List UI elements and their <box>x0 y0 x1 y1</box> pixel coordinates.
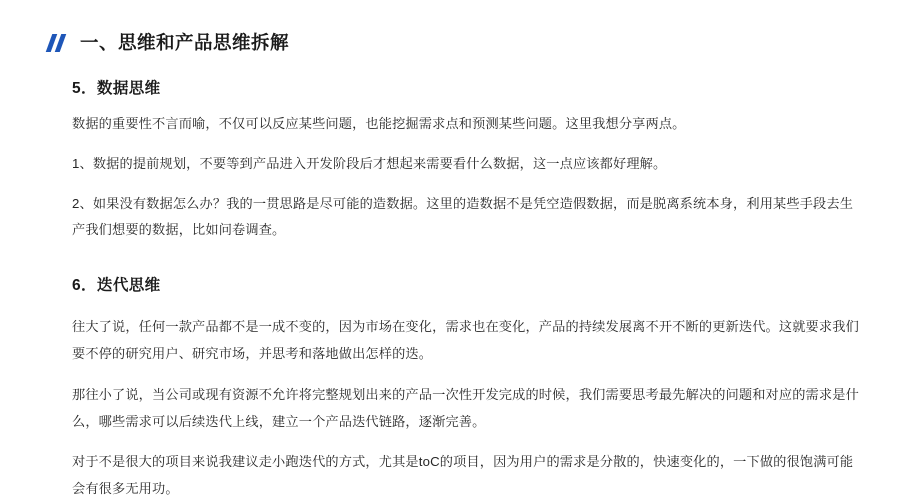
paragraph-list <box>72 111 860 243</box>
paragraph: 往大了说，任何一款产品都不是一成不变的，因为市场在变化，需求也在变化，产品的持续发展离不开不断的更新迭代。这就要求我们要不停的研究用户、研究市场，并思考和落地做出怎样的迭。 <box>72 319 859 362</box>
block-title: 5．数据思维 <box>72 80 161 98</box>
paragraph-list <box>72 313 860 502</box>
block-title: 6．迭代思维 <box>72 277 161 295</box>
paragraph: 那往小了说，当公司或现有资源不允许将完整规划出来的产品一次性开发完成的时候，我们需要思考最先解决的问题和对应的需求是什么，哪些需求可以后续迭代上线，建立一个产品迭代链路，逐渐完善。 <box>72 386 859 429</box>
content-block-data-thinking <box>46 76 860 243</box>
paragraph: 1、数据的提前规划，不要等到产品进入开发阶段后才想起来需要看什么数据，这一点应该都好理解。 <box>72 155 667 171</box>
section-heading <box>46 32 860 54</box>
content-block-iterative-thinking <box>46 273 860 502</box>
double-slash-icon <box>46 34 68 52</box>
page-title: 一、思维和产品思维拆解 <box>80 32 290 53</box>
paragraph: 数据的重要性不言而喻，不仅可以反应某些问题，也能挖掘需求点和预测某些问题。这里我想分享两点。 <box>72 116 686 132</box>
paragraph: 2、如果没有数据怎么办？我的一贯思路是尽可能的造数据。这里的造数据不是凭空造假数据，而是脱离系统本身，利用某些手段去生产我们想要的数据，比如问卷调查。 <box>72 195 854 237</box>
paragraph: 对于不是很大的项目来说我建议走小跑迭代的方式，尤其是toC的项目，因为用户的需求是分散的，快速变化的，一下做的很饱满可能会有很多无用功。 <box>72 454 854 497</box>
